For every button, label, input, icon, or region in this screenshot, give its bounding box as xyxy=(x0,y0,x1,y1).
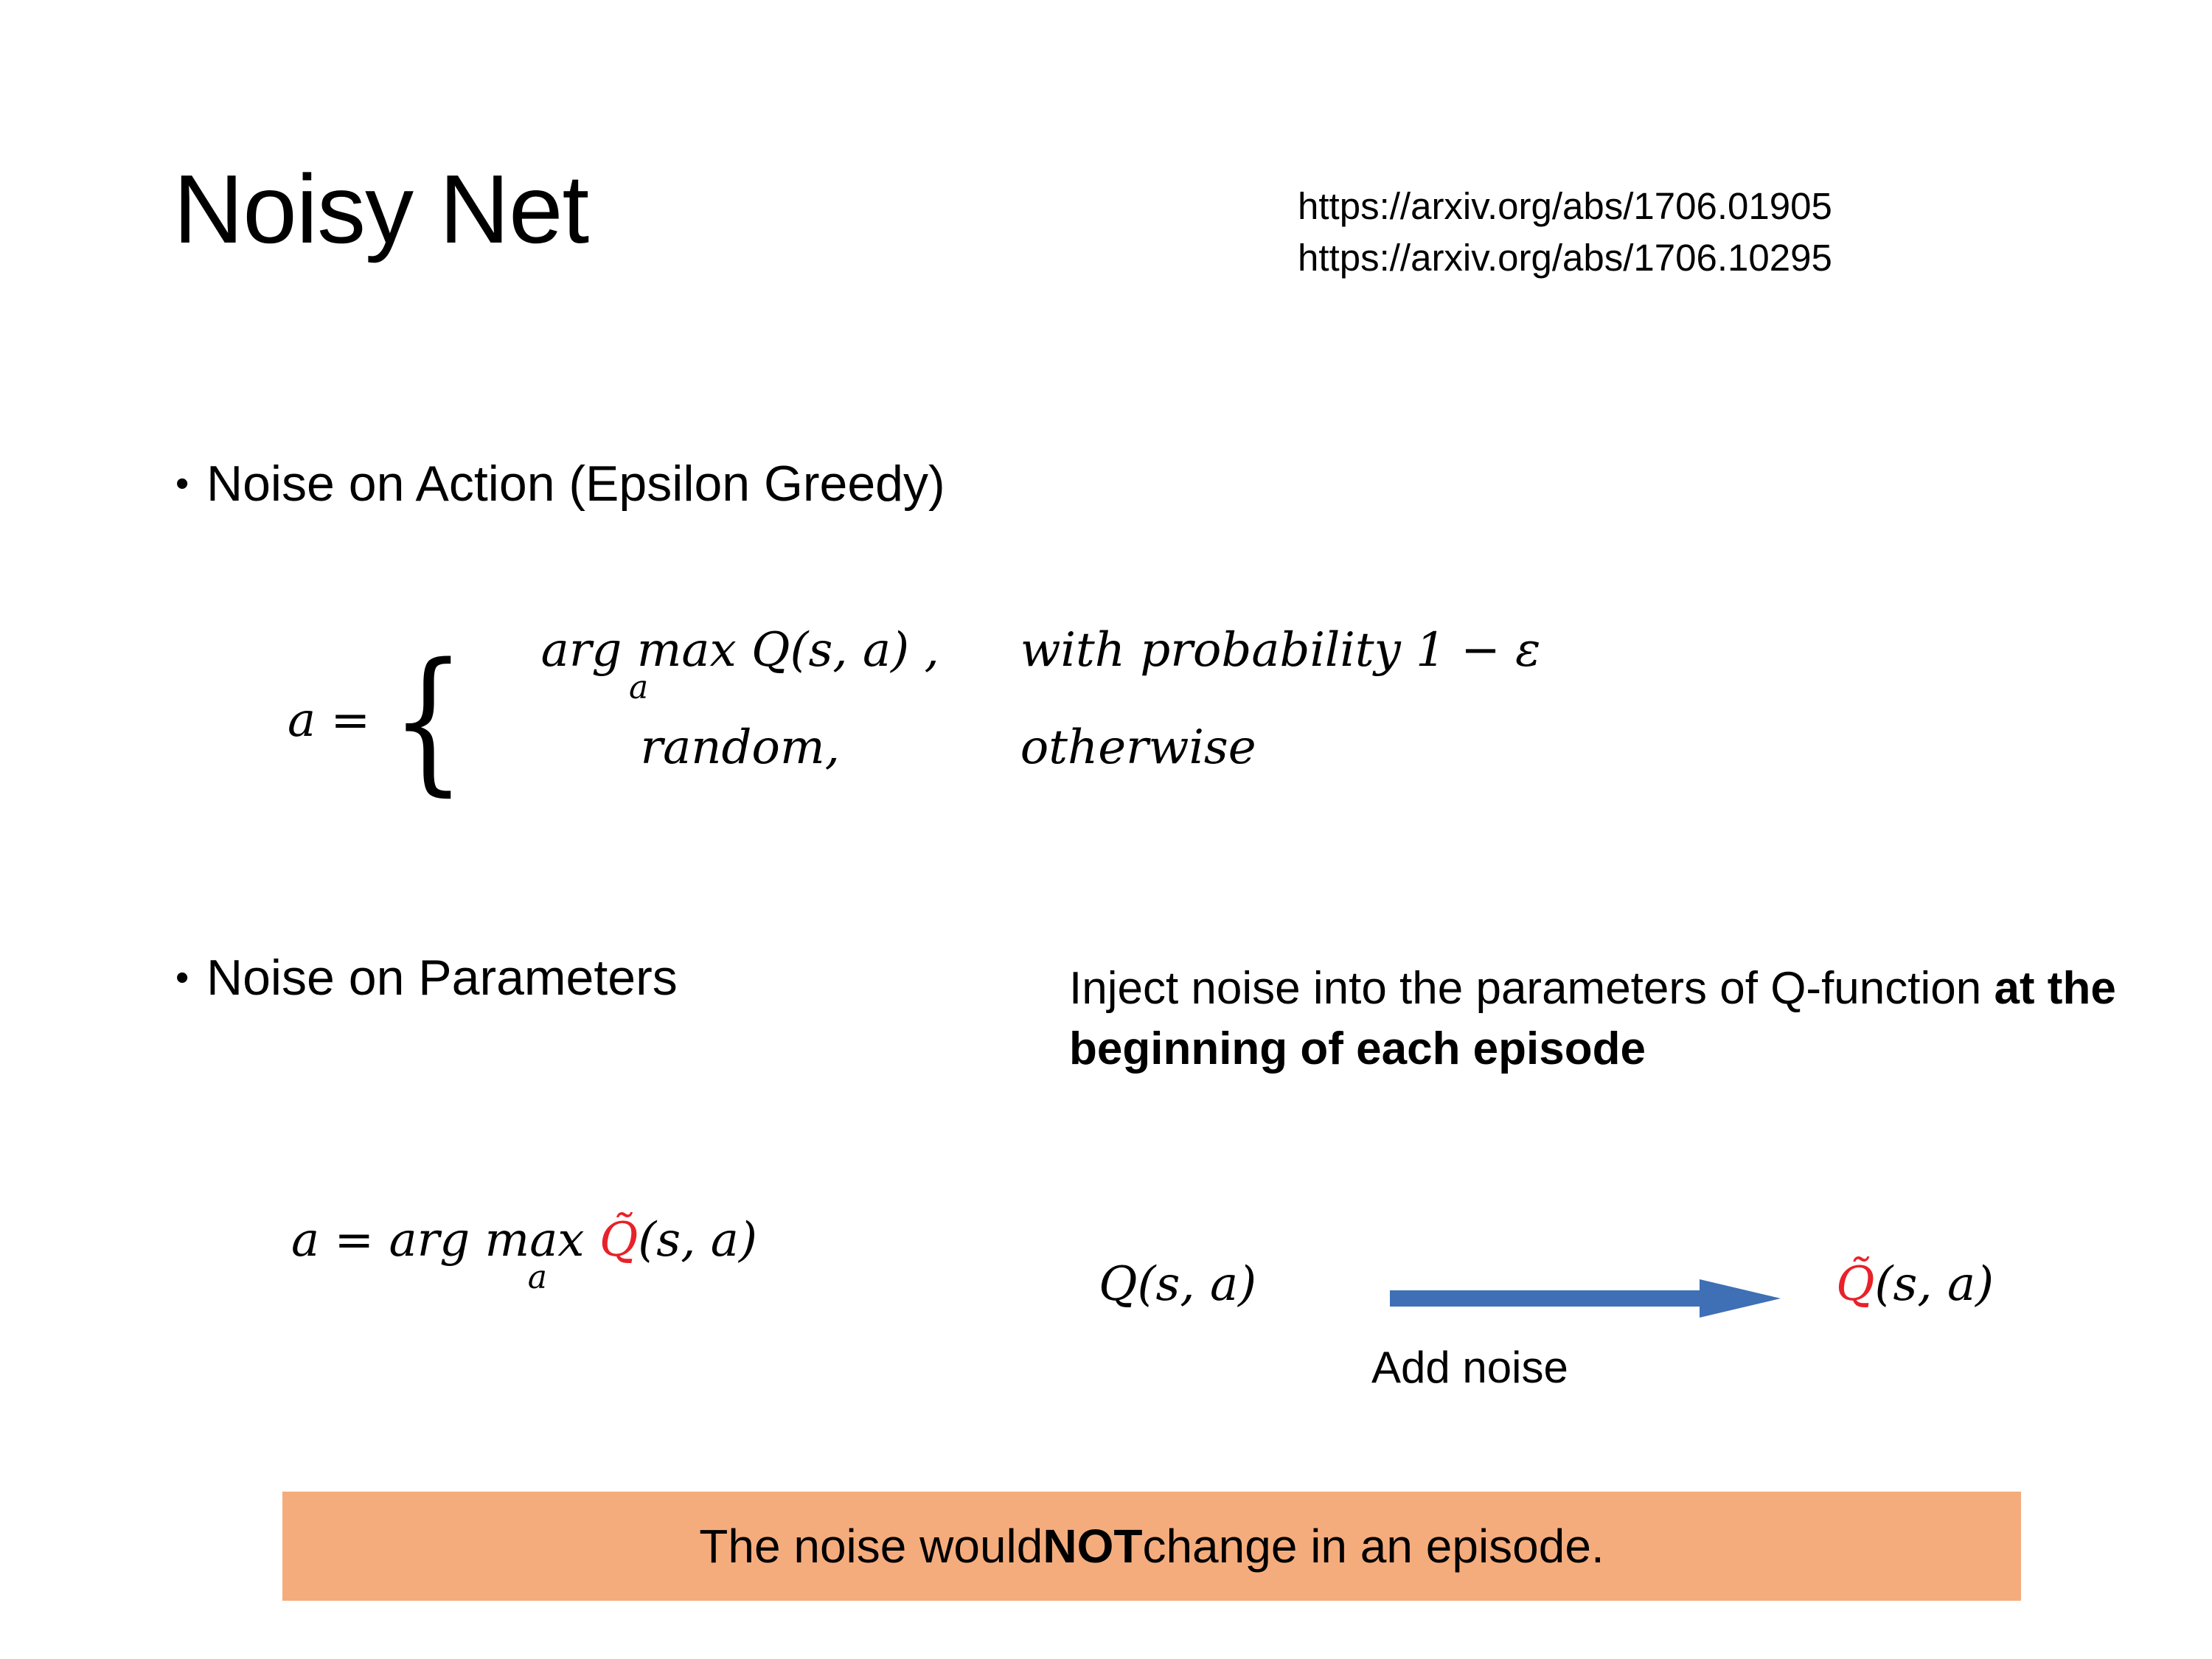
callout-banner xyxy=(282,1492,2021,1601)
equation-lhs: a = xyxy=(288,693,371,748)
bullet-marker-icon: • xyxy=(175,462,189,506)
inject-noise-description xyxy=(1069,959,2116,1079)
bullet-label: Noise on Action (Epsilon Greedy) xyxy=(206,456,945,512)
callout-text-emphasis: NOT xyxy=(1043,1520,1143,1573)
case-expression-tail: Q(s, a) , xyxy=(751,623,939,678)
arrow-right-icon xyxy=(1390,1278,1781,1319)
arrow-caption: Add noise xyxy=(1371,1343,1568,1392)
bullet-noise-on-parameters xyxy=(175,945,678,1006)
q-function-label: Q(s, a) xyxy=(1099,1257,1257,1312)
add-noise-diagram xyxy=(1099,1257,2131,1427)
callout-text-part1: The noise would xyxy=(699,1520,1043,1573)
argmax-subscript: a xyxy=(527,1259,547,1296)
equation-cases xyxy=(482,623,1795,818)
equation-noisy-argmax xyxy=(291,1213,757,1296)
bullet-noise-on-action xyxy=(175,451,945,512)
q-tilde-symbol: Q̃ xyxy=(1836,1257,1875,1312)
bullet-marker-icon: • xyxy=(175,956,189,1000)
case-expression-random: random, xyxy=(640,720,840,775)
reference-links xyxy=(1298,181,1832,285)
equation-case-row xyxy=(482,623,1795,720)
inject-text-emphasis: at the beginning of each episode xyxy=(1069,963,2116,1074)
equation-tail: (s, a) xyxy=(638,1213,757,1267)
q-tilde-symbol: Q̃ xyxy=(599,1213,639,1267)
equation-epsilon-greedy xyxy=(288,623,1795,818)
case-condition-probability: with probability 1 − ε xyxy=(1020,623,1541,678)
brace-icon: { xyxy=(391,630,466,811)
page-title: Noisy Net xyxy=(173,155,589,263)
argmax-label: arg max xyxy=(540,623,737,678)
inject-text-part1: Inject noise into the parameters of Q-function xyxy=(1069,963,1994,1014)
reference-link-1[interactable]: https://arxiv.org/abs/1706.01905 xyxy=(1298,185,1832,227)
bullet-label: Noise on Parameters xyxy=(206,950,678,1006)
equation-lhs: a = arg max xyxy=(291,1213,585,1267)
equation-case-row xyxy=(482,720,1795,818)
case-condition-otherwise: otherwise xyxy=(1020,720,1256,775)
q-tilde-args: (s, a) xyxy=(1874,1257,1994,1312)
reference-link-2[interactable]: https://arxiv.org/abs/1706.10295 xyxy=(1298,237,1832,279)
argmax-operator xyxy=(540,623,737,706)
q-tilde-function-label xyxy=(1836,1257,1994,1312)
argmax-operator xyxy=(291,1213,585,1296)
argmax-subscript: a xyxy=(629,669,649,706)
case-expression-argmax xyxy=(482,623,998,706)
callout-text-part2: change in an episode. xyxy=(1142,1520,1604,1573)
